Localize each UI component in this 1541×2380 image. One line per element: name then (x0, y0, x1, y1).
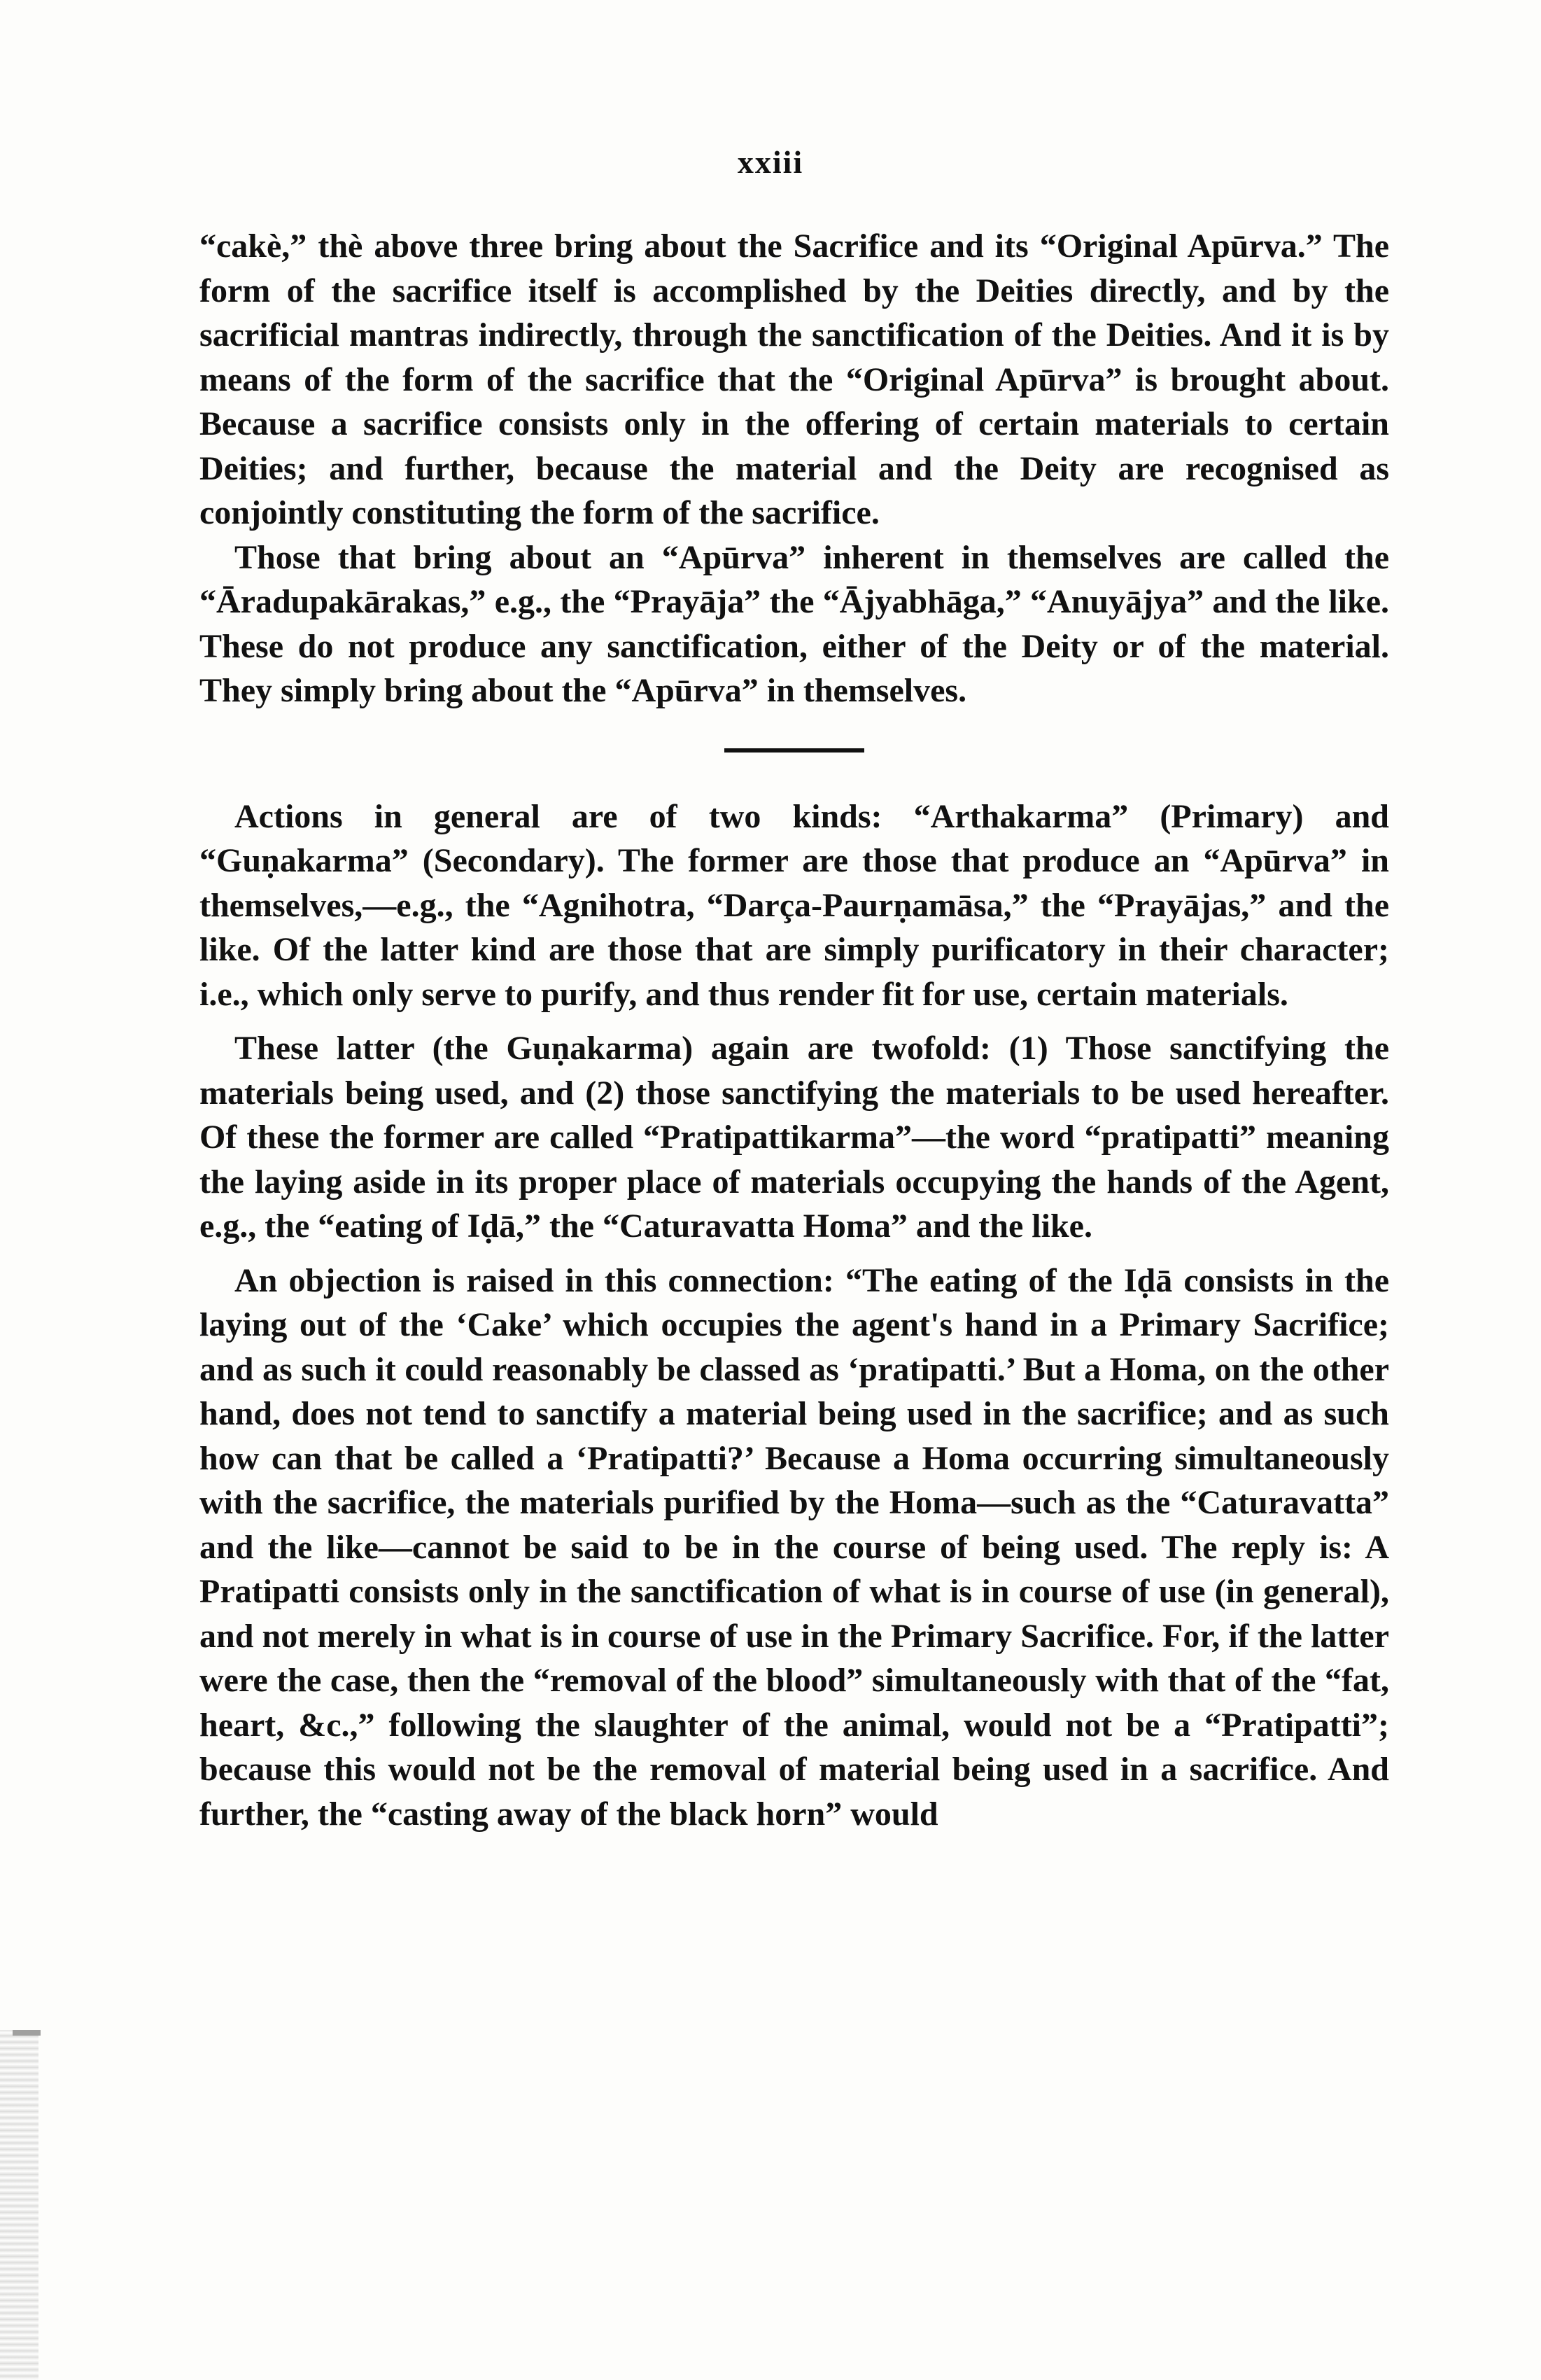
scan-edge-artifact (0, 2030, 38, 2380)
page-number: xxiii (737, 144, 804, 180)
paragraph-4: These latter (the Guṇakarma) again are twofold: (1) Those sanctifying the materials being used, and (2) those sanctifying the materials to be used hereafter. Of these the former are called “Pratipattikarma”—the word “pratipatti” meaning the laying aside in its proper place of materials occupying the hands of the Agent, e.g., the “eating of Iḍā,” the “Caturavatta Homa” and the like. (199, 1030, 1389, 1245)
section-divider (724, 748, 864, 752)
paragraph-3: Actions in general are of two kinds: “Arthakarma” (Primary) and “Guṇakarma” (Secondary). The former are those that produce an “Apūrva” in themselves,—e.g., the “Agnihotra, “Darça-Paurṇamāsa,” the “Prayājas,” and the like. Of the latter kind are those that are simply purificatory in their character; i.e., which only serve to purify, and thus render fit for use, certain materials. (199, 797, 1389, 1013)
paragraph-5: An objection is raised in this connection: “The eating of the Iḍā consists in the laying out of the ‘Cake’ which occupies the agent's hand in a Primary Sacrifice; and as such it could reasonably be classed as ‘pratipatti.’ But a Homa, on the other hand, does not tend to sanctify a material being used in the sacrifice; and as such how can that be called a ‘Pratipatti?’ Because a Homa occurring simultaneously with the sacrifice, the materials purified by the Homa—such as the “Caturavatta” and the like—cannot be said to be in the course of being used. The reply is: A Pratipatti consists only in the sanctification of what is in course of use (in general), and not merely in what is in course of use in the Primary Sacrifice. For, if the latter were the case, then the “removal of the blood” simultaneously with that of the “fat, heart, &c.,” following the slaughter of the animal, would not be a “Pratipatti”; because this would not be the removal of material being used in a sacrifice. And further, the “casting away of the black horn” would (199, 1261, 1389, 1833)
paragraph-2: Those that bring about an “Apūrva” inherent in themselves are called the “Āradupakārakas,” e.g., the “Prayāja” the “Ājyabhāga,” “Anuyājya” and the like. These do not produce any sanctification, either of the Deity or of the material. They simply bring about the “Apūrva” in themselves. (199, 538, 1389, 709)
paragraph-1: “cakè,” thè above three bring about the Sacrifice and its “Original Apūrva.” The form of the sacrifice itself is accomplished by the Deities directly, and by the sacrificial mantras indirectly, through the sanctification of the Deities. And it is by means of the form of the sacrifice that the “Original Apūrva” is brought about. Because a sacrifice consists only in the offering of certain materials to certain Deities; and further, because the material and the Deity are recognised as conjointly constituting the form of the sacrifice. (199, 227, 1389, 531)
body-text (199, 224, 1389, 1836)
scan-edge-mark (13, 2030, 41, 2036)
